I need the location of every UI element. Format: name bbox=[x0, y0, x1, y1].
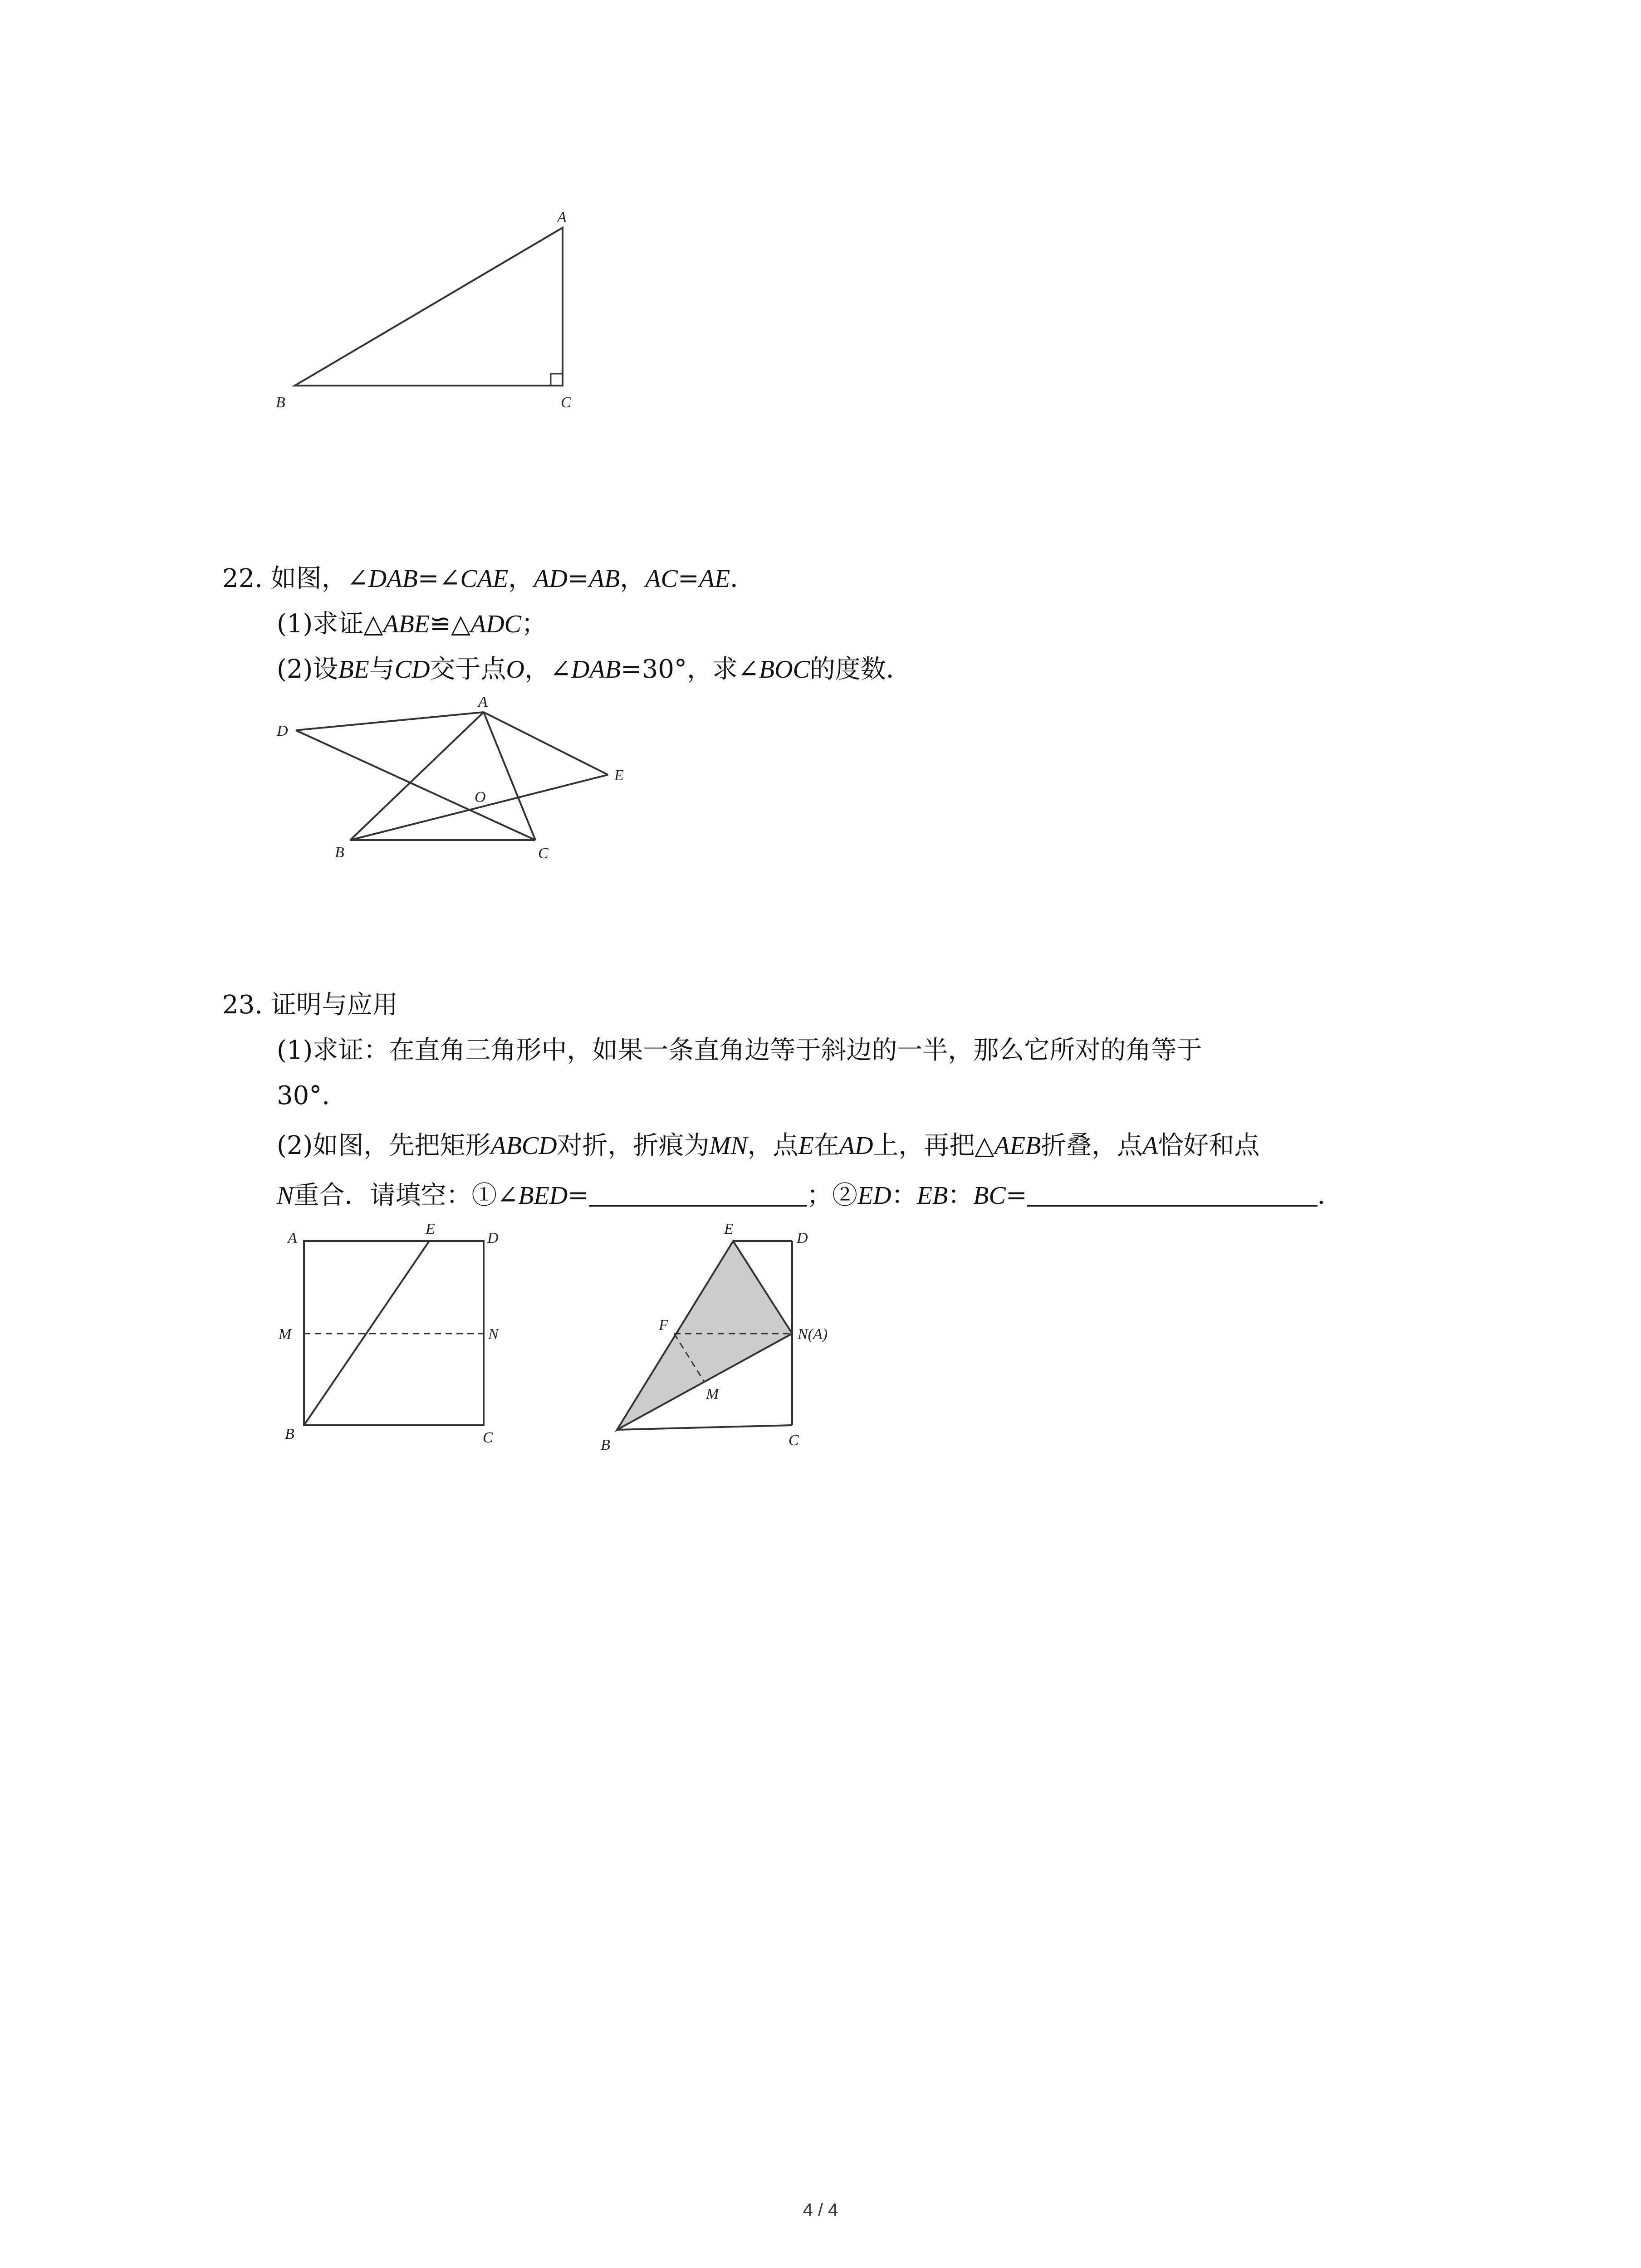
label-B: B bbox=[285, 1426, 294, 1442]
q22-number: 22. bbox=[222, 564, 263, 593]
q22-stem: 22. 如图，∠DAB=∠CAE，AD=AB，AC=AE． bbox=[222, 564, 756, 593]
answer-blank-2[interactable] bbox=[1027, 1180, 1318, 1207]
q22-part2: (2)设BE与CD交于点O，∠DAB=30°，求∠BOC的度数． bbox=[277, 655, 911, 684]
q23-title: 23. 证明与应用 bbox=[222, 990, 398, 1020]
q23-part2-line1: (2)如图，先把矩形ABCD对折，折痕为MN，点E在AD上，再把△AEB折叠，点A恰好和点 bbox=[277, 1131, 1260, 1160]
label-D: D bbox=[277, 723, 288, 739]
label-B: B bbox=[335, 844, 344, 861]
q23-part2-line2: N重合．请填空：①∠BED= ；②ED：EB：BC= ． bbox=[277, 1181, 1343, 1210]
label-N-A: N(A) bbox=[798, 1326, 828, 1343]
label-M: M bbox=[279, 1326, 292, 1343]
label-C: C bbox=[483, 1429, 493, 1446]
label-B: B bbox=[601, 1437, 610, 1453]
label-A: A bbox=[288, 1230, 297, 1246]
figure-q23-folded bbox=[590, 1211, 871, 1465]
q23-number: 23. bbox=[222, 990, 263, 1020]
label-E: E bbox=[614, 767, 624, 784]
label-F: F bbox=[659, 1317, 668, 1334]
figure-right-triangle bbox=[254, 200, 617, 417]
figure-q22 bbox=[263, 694, 653, 866]
page-number: 4 / 4 bbox=[803, 2200, 838, 2220]
label-E: E bbox=[724, 1221, 734, 1237]
label-E: E bbox=[426, 1221, 435, 1237]
figure-q23-rectangle bbox=[272, 1211, 526, 1465]
label-A: A bbox=[557, 209, 567, 226]
label-D: D bbox=[797, 1230, 808, 1246]
answer-blank-1[interactable] bbox=[589, 1180, 807, 1207]
label-C: C bbox=[789, 1432, 799, 1449]
label-C: C bbox=[561, 394, 571, 411]
label-M: M bbox=[706, 1386, 719, 1403]
label-N: N bbox=[488, 1326, 499, 1343]
q23-part1-line1: (1)求证：在直角三角形中，如果一条直角边等于斜边的一半，那么它所对的角等于 bbox=[277, 1036, 1202, 1065]
q23-part1-line2: 30°. bbox=[277, 1081, 330, 1110]
label-O: O bbox=[475, 789, 486, 806]
label-C: C bbox=[538, 845, 549, 862]
label-A: A bbox=[478, 694, 488, 710]
label-B: B bbox=[276, 394, 285, 411]
q22-part1: (1)求证△ABE≌△ADC； bbox=[277, 609, 547, 639]
label-D: D bbox=[487, 1230, 499, 1246]
